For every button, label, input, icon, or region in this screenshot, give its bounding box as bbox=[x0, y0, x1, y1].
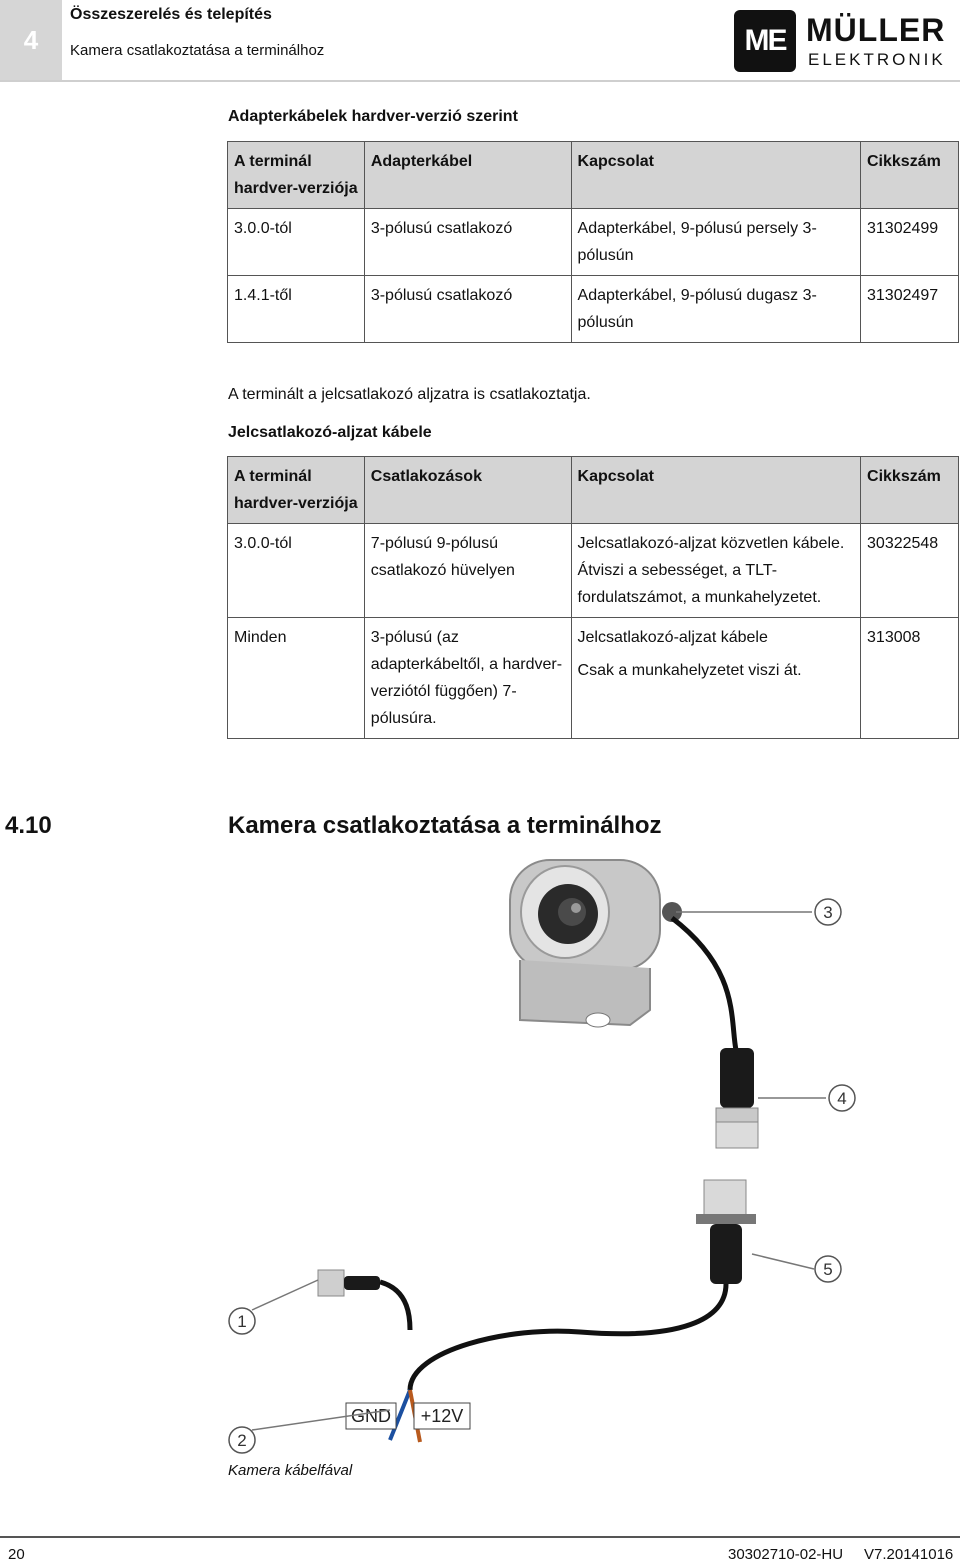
document-number: 30302710-02-HU bbox=[728, 1546, 844, 1563]
connector-5-illustration bbox=[696, 1180, 756, 1284]
callout-1 bbox=[229, 1308, 255, 1334]
logo-sub: ELEKTRONIK bbox=[808, 50, 946, 69]
table2-caption: Jelcsatlakozó-aljzat kábele bbox=[228, 424, 432, 441]
table-header-cell: Cikkszám bbox=[861, 457, 959, 524]
table-cell: Minden bbox=[228, 618, 365, 739]
cell-line: Jelcsatlakozó-aljzat kábele bbox=[577, 629, 768, 646]
footer-divider bbox=[0, 1536, 960, 1538]
table-cell: 3.0.0-tól bbox=[228, 209, 365, 276]
connector-1-illustration bbox=[318, 1270, 380, 1296]
table-header-row bbox=[228, 457, 959, 524]
callout-3 bbox=[815, 899, 841, 925]
table-header-cell: Kapcsolat bbox=[571, 457, 860, 524]
table1-caption: Adapterkábelek hardver-verzió szerint bbox=[228, 108, 518, 125]
table-cell: Adapterkábel, 9-pólusú dugasz 3-pólusún bbox=[571, 276, 860, 343]
page-number: 20 bbox=[8, 1546, 25, 1563]
table-row bbox=[228, 618, 959, 739]
svg-text:1: 1 bbox=[237, 1312, 247, 1331]
document-version: V7.20141016 bbox=[864, 1546, 954, 1563]
section-title: Kamera csatlakoztatása a terminálhoz bbox=[228, 812, 662, 839]
header-divider bbox=[0, 80, 960, 82]
table-row bbox=[228, 276, 959, 343]
gnd-label: GND bbox=[351, 1406, 391, 1426]
plus12v-label: +12V bbox=[420, 1406, 464, 1426]
chapter-title: Összeszerelés és telepítés bbox=[70, 6, 272, 23]
camera-illustration bbox=[510, 860, 682, 1027]
table-cell: 3-pólusú (az adapterkábeltől, a hardver-verziótól függően) 7-pólusúra. bbox=[364, 618, 571, 739]
section-number: 4.10 bbox=[5, 812, 52, 839]
section-subtitle: Kamera csatlakoztatása a terminálhoz bbox=[70, 42, 325, 59]
table-header-cell: A terminál hardver-verziója bbox=[228, 457, 365, 524]
table-cell bbox=[571, 618, 860, 739]
table-cell: 3-pólusú csatlakozó bbox=[364, 276, 571, 343]
note-text: A terminált a jelcsatlakozó aljzatra is csatlakoztatja. bbox=[228, 386, 591, 403]
callout-4 bbox=[829, 1085, 855, 1111]
figure-caption: Kamera kábelfával bbox=[228, 1462, 353, 1479]
connector-4-illustration bbox=[716, 1048, 758, 1148]
table-cell: Adapterkábel, 9-pólusú persely 3-pólusún bbox=[571, 209, 860, 276]
table-header-cell: Kapcsolat bbox=[571, 142, 860, 209]
table-cell: 31302499 bbox=[861, 209, 959, 276]
table-row bbox=[228, 209, 959, 276]
logo-mark: ME bbox=[734, 10, 796, 72]
callout-5 bbox=[815, 1256, 841, 1282]
cell-line: Csak a munkahelyzetet viszi át. bbox=[577, 662, 802, 679]
camera-cable-figure bbox=[220, 850, 880, 1470]
table-cell: 3-pólusú csatlakozó bbox=[364, 209, 571, 276]
table-header-cell: A terminál hardver-verziója bbox=[228, 142, 365, 209]
chapter-number-box bbox=[0, 0, 62, 80]
table-cell: 313008 bbox=[861, 618, 959, 739]
callout-2 bbox=[229, 1427, 255, 1453]
table-cell: Jelcsatlakozó-aljzat közvetlen kábele. Átviszi a sebességet, a TLT-fordulatszámot, a munkahelyzetet. bbox=[571, 524, 860, 618]
svg-text:4: 4 bbox=[837, 1089, 847, 1108]
table-header-cell: Csatlakozások bbox=[364, 457, 571, 524]
logo-name: MÜLLER bbox=[806, 12, 946, 48]
svg-text:5: 5 bbox=[823, 1260, 833, 1279]
table-cell: 7-pólusú 9-pólusú csatlakozó hüvelyen bbox=[364, 524, 571, 618]
table-cell: 31302497 bbox=[861, 276, 959, 343]
table-cell: 1.4.1-től bbox=[228, 276, 365, 343]
svg-text:3: 3 bbox=[823, 903, 833, 922]
table-header-cell: Adapterkábel bbox=[364, 142, 571, 209]
table-row bbox=[228, 524, 959, 618]
table-cell: 3.0.0-tól bbox=[228, 524, 365, 618]
chapter-number: 4 bbox=[23, 24, 39, 55]
table-header-row bbox=[228, 142, 959, 209]
adapter-cable-table bbox=[227, 141, 959, 343]
company-logo bbox=[734, 10, 954, 72]
table-header-cell: Cikkszám bbox=[861, 142, 959, 209]
signal-socket-cable-table bbox=[227, 456, 959, 739]
table-cell: 30322548 bbox=[861, 524, 959, 618]
svg-text:2: 2 bbox=[237, 1431, 247, 1450]
